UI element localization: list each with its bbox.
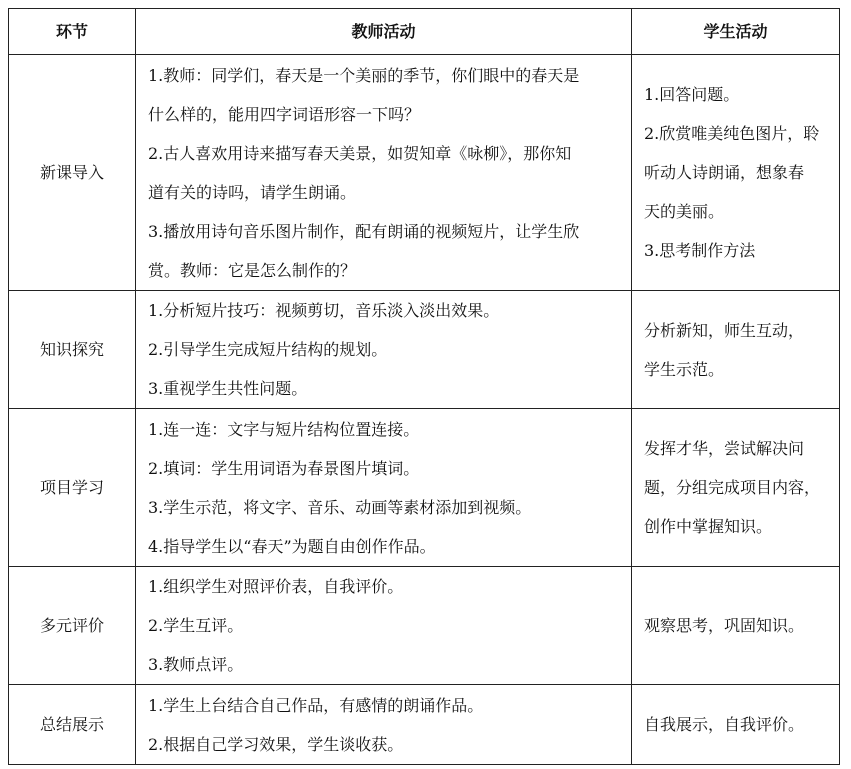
text-line: 自我展示，自我评价。: [644, 715, 805, 734]
text-line: 题，分组完成项目内容，: [644, 478, 821, 497]
text-line: 4.指导学生以“春天”为题自由创作作品。: [148, 536, 436, 556]
text-line: 发挥才华，尝试解决问: [644, 439, 805, 458]
text-line: 什么样的，能用四字词语形容一下吗？: [148, 104, 421, 124]
text-line: 听动人诗朗诵，想象春: [644, 163, 805, 182]
student-activity-cell: [632, 291, 840, 409]
text-line: 学生示范。: [644, 359, 725, 379]
teacher-activity-cell: [136, 291, 632, 409]
text-line: 分析新知，师生互动，: [644, 320, 805, 340]
teacher-activity-cell: [136, 55, 632, 291]
student-activity-cell: [632, 685, 840, 765]
student-activity-cell: [632, 55, 840, 291]
text-line: 1.学生上台结合自己作品，有感情的朗诵作品。: [148, 695, 484, 715]
text-line: 1.组织学生对照评价表，自我评价。: [148, 577, 404, 596]
text-line: 2.填词：学生用词语为春景图片填词。: [148, 458, 420, 478]
text-line: 3.学生示范，将文字、音乐、动画等素材添加到视频。: [148, 497, 532, 517]
teacher-activity-cell: [136, 685, 632, 765]
text-line: 3.教师点评。: [148, 655, 244, 674]
student-activity-cell: [632, 567, 840, 685]
text-line: 1.分析短片技巧：视频剪切，音乐淡入淡出效果。: [148, 301, 500, 320]
stage-cell: 多元评价: [9, 567, 136, 685]
stage-cell: 知识探究: [9, 291, 136, 409]
text-line: 3.思考制作方法: [644, 241, 756, 260]
table-row: [9, 55, 840, 291]
table-row: [9, 409, 840, 567]
text-line: 2.根据自己学习效果，学生谈收获。: [148, 734, 404, 754]
stage-cell: 总结展示: [9, 685, 136, 765]
text-line: 2.古人喜欢用诗来描写春天美景，如贺知章《咏柳》，那你知: [148, 143, 572, 163]
student-activity-cell: [632, 409, 840, 567]
text-line: 1.连一连：文字与短片结构位置连接。: [148, 419, 420, 439]
header-row: [9, 9, 840, 55]
text-line: 天的美丽。: [644, 202, 725, 221]
teacher-activity-cell: [136, 409, 632, 567]
text-line: 2.学生互评。: [148, 616, 244, 635]
stage-cell: 项目学习: [9, 409, 136, 567]
text-line: 1.回答问题。: [644, 85, 740, 104]
text-line: 2.欣赏唯美纯色图片，聆: [644, 124, 820, 143]
table-row: [9, 567, 840, 685]
teacher-activity-cell: [136, 567, 632, 685]
text-line: 1.教师：同学们，春天是一个美丽的季节，你们眼中的春天是: [148, 65, 580, 85]
text-line: 3.播放用诗句音乐图片制作，配有朗诵的视频短片，让学生欣: [148, 221, 580, 241]
text-line: 2.引导学生完成短片结构的规划。: [148, 340, 388, 359]
header-student-activity: 学生活动: [632, 9, 840, 55]
text-line: 3.重视学生共性问题。: [148, 379, 308, 398]
text-line: 道有关的诗吗，请学生朗诵。: [148, 182, 357, 202]
lesson-plan-table: [8, 8, 840, 765]
text-line: 赏。教师：它是怎么制作的？: [148, 260, 357, 280]
table-row: [9, 291, 840, 409]
table-row: [9, 685, 840, 765]
header-stage: 环节: [9, 9, 136, 55]
text-line: 创作中掌握知识。: [644, 517, 773, 536]
stage-cell: 新课导入: [9, 55, 136, 291]
text-line: 观察思考，巩固知识。: [644, 616, 805, 635]
header-teacher-activity: 教师活动: [136, 9, 632, 55]
